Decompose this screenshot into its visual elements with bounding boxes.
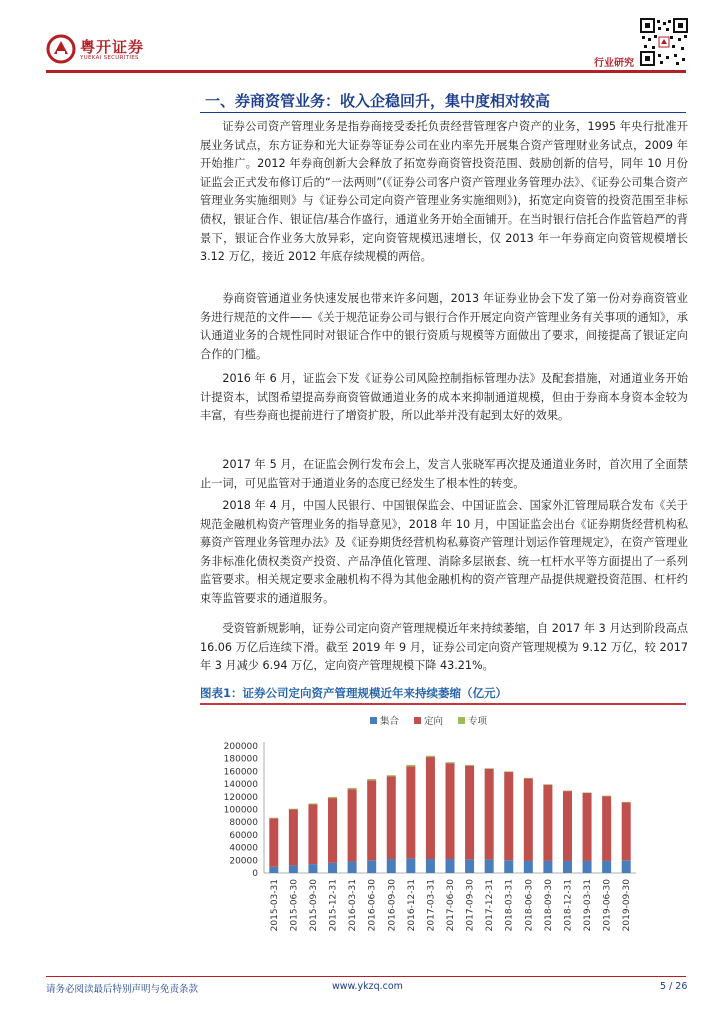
paragraph-3: 2016 年 6 月，证监会下发《证券公司风险控制指标管理办法》及配套措施，对通道业务开始计提资本，试图希望提高券商资管做通道业务的成本来抑制通道规模，但由于券商本身资本金较为丰富，有些券商也提前进行了增资扩股，所以此举并没有起到太好的效果。 — [200, 372, 688, 423]
legend-swatch-0 — [370, 717, 377, 724]
section-title: 一、券商资管业务：收入企稳回升，集中度相对较高 — [205, 92, 551, 110]
bar-专项-2019-06-30 — [602, 796, 611, 797]
logo-text-cn: 粤开证券 — [80, 38, 145, 56]
bar-集合-2017-06-30 — [445, 859, 454, 873]
legend-label-2: 专项 — [468, 716, 488, 727]
bar-定向-2017-06-30 — [445, 763, 454, 859]
paragraph-1: 证券公司资产管理业务是指券商接受委托负责经营管理客户资产的业务，1995 年央行批准开展业务试点，东方证券和光大证券等证券公司在业内率先开展集合资产管理财业务试点，2009 年开始推广。2012 年券商创新大会释放了拓宽券商资管投资范围、鼓励创新的信号，同年 10 月份证监会正式发布修订后的“一法两则”(《证券公司客户资产管理业务管理办法》、《证券公司集合资产管理业务实施细则》与《证券公司定向资产管理业务实施细则》)，拓宽定向资管的投资范围至非标债权，银证合作、银证信/基合作盛行，通道业务开始全面铺开。在当时银行信托合作监管趋严的背景下，银证合作业务大放异彩，定向资管规模迅速增长，仅 2013 年一年券商定向资管规模增长 3.12 万亿，接近 2012 年底存续规模的两倍。 — [200, 120, 688, 264]
x-tick-label: 2015-12-31 — [328, 879, 339, 932]
footer-divider — [46, 976, 686, 977]
bar-专项-2015-12-31 — [328, 797, 337, 798]
bar-专项-2016-06-30 — [367, 779, 376, 780]
bar-集合-2016-06-30 — [367, 860, 376, 873]
bar-集合-2017-09-30 — [465, 860, 474, 873]
bar-集合-2015-03-31 — [269, 867, 278, 873]
bar-集合-2015-12-31 — [328, 863, 337, 873]
bar-集合-2017-03-31 — [426, 859, 435, 873]
bar-专项-2015-06-30 — [289, 809, 298, 810]
chart-bars — [269, 756, 630, 873]
bar-定向-2016-09-30 — [387, 776, 396, 859]
bar-专项-2018-12-31 — [563, 791, 572, 792]
paragraph-5: 2018 年 4 月，中国人民银行、中国银保监会、中国证监会、国家外汇管理局联合发布《关于规范金融机构资产管理业务的指导意见》，2018 年 10 月，中国证监会出台《证券期货经营机构私募资产管理业务管理办法》及《证券期货经营机构私募资产管理计划运作管理规定》，在资产管理业务非标准化债权类资产投资、产品净值化管理、消除多层嵌套、统一杠杆水平等方面提出了一系列监管要求。相关规定要求金融机构不得为其他金融机构的资产管理产品提供规避投资范围、杠杆约束等监管要求的通道服务。 — [200, 499, 688, 605]
bar-集合-2018-03-31 — [504, 860, 513, 873]
footer-disclaimer: 请务必阅读最后特别声明与免责条款 — [46, 984, 199, 995]
x-tick-label: 2018-06-30 — [524, 879, 535, 932]
stacked-bar-chart — [200, 708, 688, 945]
bar-集合-2017-12-31 — [485, 860, 494, 873]
bar-定向-2015-06-30 — [289, 810, 298, 866]
y-tick-label: 180000 — [223, 754, 258, 765]
bar-专项-2016-03-31 — [348, 788, 357, 789]
bar-定向-2018-09-30 — [543, 785, 552, 861]
paragraph-2: 券商资管通道业务快速发展也带来许多问题，2013 年证券业协会下发了第一份对券商资管业务进行规范的文件——《关于规范证券公司与银行合作开展定向资产管理业务有关事项的通知》，承认通道业务的合规性同时对银证合作中的银行资质与规模等方面做出了要求，间接提高了银证定向合作的门槛。 — [200, 292, 688, 361]
y-tick-label: 100000 — [223, 805, 258, 816]
y-tick-label: 0 — [252, 869, 258, 879]
bar-专项-2018-06-30 — [524, 778, 533, 779]
x-tick-label: 2017-03-31 — [426, 879, 437, 932]
bar-专项-2019-03-31 — [583, 792, 592, 793]
legend-label-0: 集合 — [380, 716, 400, 727]
y-tick-label: 200000 — [223, 742, 258, 752]
legend-swatch-2 — [458, 717, 465, 724]
chart-legend — [370, 715, 488, 727]
x-tick-label: 2017-06-30 — [446, 879, 456, 932]
bar-集合-2016-09-30 — [387, 859, 396, 873]
bar-集合-2019-06-30 — [602, 861, 611, 873]
x-tick-label: 2015-09-30 — [308, 879, 319, 932]
y-tick-label: 160000 — [223, 767, 258, 778]
bar-专项-2017-12-31 — [485, 768, 494, 769]
figure-title: 图表1：证券公司定向资产管理规模近年来持续萎缩（亿元） — [200, 686, 507, 700]
x-tick-label: 2016-09-30 — [387, 879, 398, 932]
y-tick-label: 40000 — [229, 843, 258, 854]
chart-x-labels — [270, 879, 632, 932]
bar-定向-2018-12-31 — [563, 791, 572, 861]
logo-text-en: YUEKAI SECURITIES — [80, 55, 139, 61]
paragraph-6: 受资管新规影响，证券公司定向资产管理规模近年来持续萎缩，自 2017 年 3 月达到阶段高点 16.06 万亿后连续下滑。截至 2019 年 9 月，证券公司定向资产管理规模为 9.12 万亿，较 2017 年 3 月减少 6.94 万亿，定向资产管理规模下降 43.21%。 — [200, 622, 688, 673]
report-type-label: 行业研究 — [594, 58, 634, 69]
bar-专项-2015-03-31 — [269, 818, 278, 819]
x-tick-label: 2019-06-30 — [602, 879, 613, 932]
footer-website: www.ykzq.com — [332, 981, 403, 992]
y-tick-label: 120000 — [223, 792, 258, 803]
x-tick-label: 2018-03-31 — [504, 879, 515, 932]
bar-集合-2019-09-30 — [622, 860, 631, 873]
x-tick-label: 2016-06-30 — [367, 879, 378, 932]
x-tick-label: 2015-06-30 — [289, 879, 300, 932]
bar-定向-2019-09-30 — [622, 802, 631, 860]
bar-定向-2015-09-30 — [308, 804, 317, 864]
page-number: 5 / 26 — [660, 981, 688, 992]
x-tick-label: 2015-03-31 — [269, 879, 280, 932]
bar-定向-2016-06-30 — [367, 780, 376, 860]
bar-专项-2018-09-30 — [543, 784, 552, 785]
bar-定向-2015-12-31 — [328, 798, 337, 863]
bar-专项-2017-06-30 — [445, 762, 454, 763]
company-logo — [46, 34, 206, 68]
paragraph-4: 2017 年 5 月，在证监会例行发布会上，发言人张晓军再次提及通道业务时，首次用了全面禁止一词，可见监管对于通道业务的态度已经发生了根本性的转变。 — [200, 458, 688, 490]
bar-定向-2017-03-31 — [426, 757, 435, 859]
bar-专项-2016-12-31 — [406, 765, 415, 766]
x-tick-label: 2018-12-31 — [563, 879, 574, 932]
x-tick-label: 2016-03-31 — [348, 879, 359, 932]
bar-集合-2015-09-30 — [308, 864, 317, 873]
bar-专项-2016-09-30 — [387, 775, 396, 776]
bar-集合-2019-03-31 — [583, 861, 592, 873]
bar-专项-2017-03-31 — [426, 756, 435, 757]
bar-定向-2017-09-30 — [465, 766, 474, 860]
bar-集合-2018-06-30 — [524, 861, 533, 873]
bar-定向-2016-03-31 — [348, 789, 357, 861]
x-tick-label: 2017-12-31 — [485, 879, 496, 932]
bar-集合-2018-12-31 — [563, 861, 572, 873]
section-divider — [200, 112, 686, 113]
y-tick-label: 60000 — [229, 830, 258, 841]
bar-定向-2019-06-30 — [602, 796, 611, 861]
legend-swatch-1 — [414, 717, 421, 724]
bar-定向-2017-12-31 — [485, 769, 494, 860]
y-tick-label: 140000 — [223, 780, 258, 791]
yuekai-logo-icon — [46, 34, 76, 64]
figure-divider — [200, 703, 686, 705]
y-tick-label: 80000 — [229, 818, 258, 829]
x-tick-label: 2019-09-30 — [622, 879, 633, 932]
x-tick-label: 2016-12-31 — [406, 879, 417, 932]
bar-集合-2016-03-31 — [348, 862, 357, 873]
bar-专项-2015-09-30 — [308, 803, 317, 804]
bar-专项-2018-03-31 — [504, 771, 513, 772]
bar-专项-2019-09-30 — [622, 802, 631, 803]
qr-code-icon — [640, 18, 688, 66]
bar-集合-2016-12-31 — [406, 858, 415, 873]
legend-label-1: 定向 — [424, 716, 444, 727]
x-tick-label: 2017-09-30 — [465, 879, 476, 932]
x-tick-label: 2018-09-30 — [543, 879, 554, 932]
bar-定向-2015-03-31 — [269, 818, 278, 866]
y-tick-label: 20000 — [229, 856, 258, 867]
bar-定向-2018-03-31 — [504, 772, 513, 860]
header-divider — [46, 70, 686, 73]
bar-专项-2017-09-30 — [465, 765, 474, 766]
x-tick-label: 2019-03-31 — [583, 879, 594, 932]
bar-集合-2015-06-30 — [289, 865, 298, 873]
bar-定向-2019-03-31 — [583, 793, 592, 861]
bar-集合-2018-09-30 — [543, 861, 552, 873]
bar-定向-2016-12-31 — [406, 766, 415, 858]
bar-定向-2018-06-30 — [524, 778, 533, 861]
